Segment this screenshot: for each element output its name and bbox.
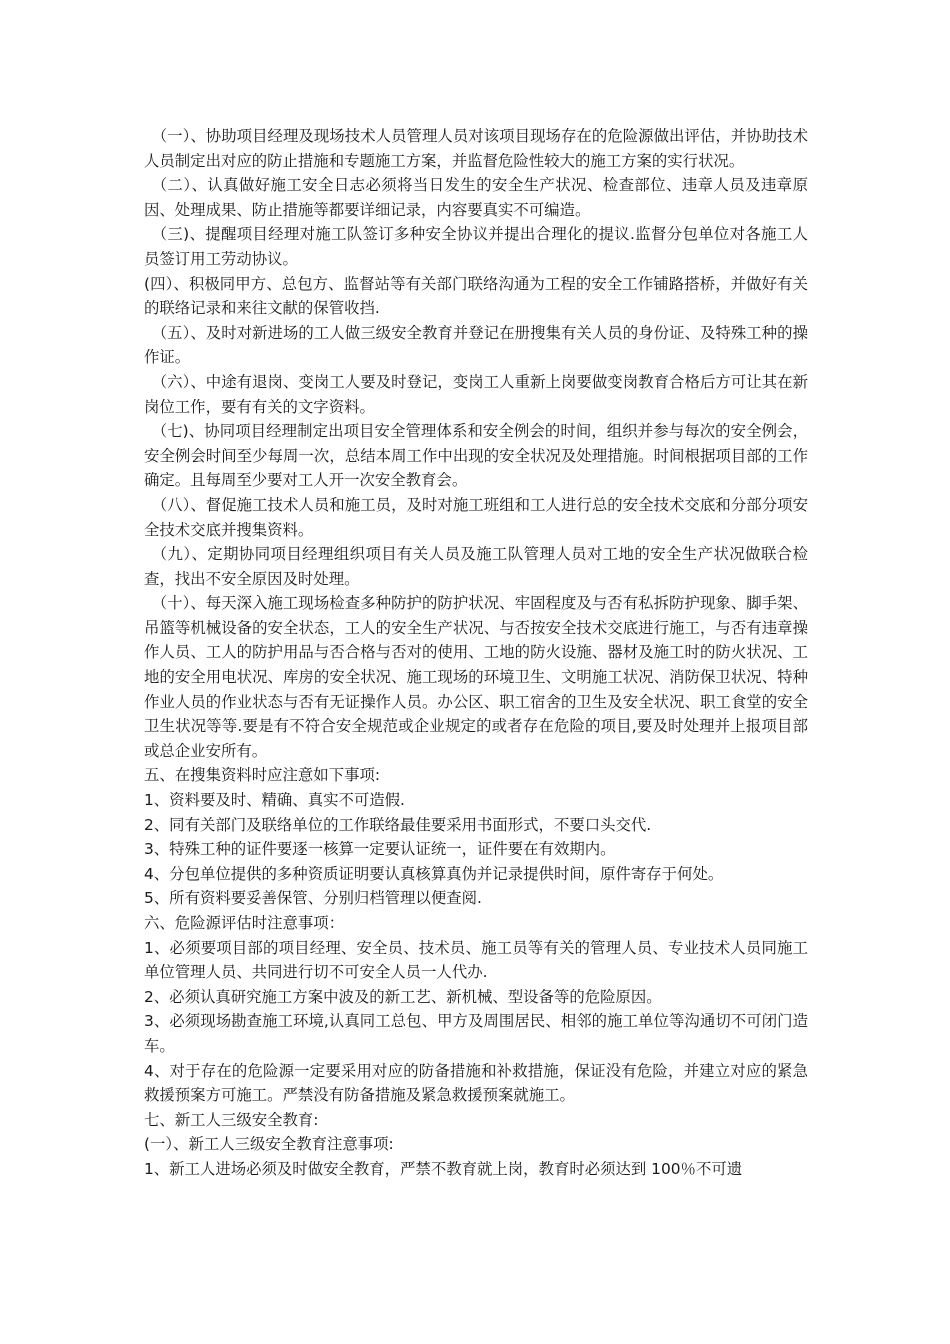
paragraph: （三)、提醒项目经理对施工队签订多种安全协议并提出合理化的提议.监督分包单位对各施工人员签订用工劳动协议。: [144, 225, 808, 268]
paragraph: （一）、协助项目经理及现场技术人员管理人员对该项目现场存在的危险源做出评估，并协助技术人员制定出对应的防止措施和专题施工方案，并监督危险性较大的施工方案的实行状况。: [144, 127, 808, 170]
paragraph: 5、所有资料要妥善保管、分别归档管理以便查阅.: [144, 889, 482, 908]
paragraph: 1、新工人进场必须及时做安全教育，严禁不教育就上岗，教育时必须达到 100％不可遗: [144, 1159, 743, 1178]
paragraph: 1、必须要项目部的项目经理、安全员、技术员、施工员等有关的管理人员、专业技术人员同施工单位管理人员、共同进行切不可安全人员一人代办.: [144, 938, 808, 982]
paragraph: (四）、积极同甲方、总包方、监督站等有关部门联络沟通为工程的安全工作铺路搭桥，并做好有关的联络记录和来往文献的保管收挡.: [144, 274, 808, 318]
paragraph: 2、必须认真研究施工方案中波及的新工艺、新机械、型设备等的危险原因。: [144, 987, 662, 1006]
paragraph: 3、必须现场勘查施工环境,认真同工总包、甲方及周围居民、相邻的施工单位等沟通切不可闭门造车。: [144, 1012, 808, 1055]
paragraph: （九）、定期协同项目经理组织项目有关人员及施工队管理人员对工地的安全生产状况做联合检查，找出不安全原因及时处理。: [144, 545, 808, 588]
document-body: [144, 124, 808, 1182]
paragraph: （二）、认真做好施工安全日志必须将当日发生的安全生产状况、检查部位、违章人员及违章原因、处理成果、防止措施等都要详细记录，内容要真实不可编造。: [144, 176, 808, 219]
paragraph: 4、对于存在的危险源一定要采用对应的防备措施和补救措施，保证没有危险，并建立对应的紧急救援预案方可施工。严禁没有防备措施及紧急救援预案就施工。: [144, 1061, 808, 1105]
paragraph: 2、同有关部门及联络单位的工作联络最佳要采用书面形式，不要口头交代.: [144, 815, 652, 834]
paragraph: （八）、督促施工技术人员和施工员，及时对施工班组和工人进行总的安全技术交底和分部分项安全技术交底并搜集资料。: [144, 495, 808, 539]
paragraph: 七、新工人三级安全教育:: [144, 1110, 319, 1129]
paragraph: （七)、协同项目经理制定出项目安全管理体系和安全例会的时间，组织并参与每次的安全例会，安全例会时间至少每周一次，总结本周工作中出现的安全状况及处理措施。时间根据项目部的工作确定。且每周至少要对工人开一次安全教育会。: [144, 422, 808, 490]
paragraph: （五）、及时对新进场的工人做三级安全教育并登记在册搜集有关人员的身份证、及特殊工种的操作证。: [144, 323, 808, 367]
paragraph: （六）、中途有退岗、变岗工人要及时登记，变岗工人重新上岗要做变岗教育合格后方可让其在新岗位工作，要有有关的文字资料。: [144, 372, 808, 416]
paragraph: 4、分包单位提供的多种资质证明要认真核算真伪并记录提供时间，原件寄存于何处。: [144, 864, 724, 883]
paragraph: 六、危险源评估时注意事项：: [144, 914, 345, 932]
paragraph: 1、资料要及时、精确、真实不可造假.: [144, 791, 405, 810]
paragraph: (一）、新工人三级安全教育注意事项:: [144, 1135, 394, 1154]
paragraph: 五、在搜集资料时应注意如下事项:: [144, 766, 381, 785]
paragraph: （十）、每天深入施工现场检查多种防护的防护状况、牢固程度及与否有私拆防护现象、脚手架、吊篮等机械设备的安全状态，工人的安全生产状况、与否按安全技术交底进行施工，与否有违章操作人员、工人的防护用品与否合格与否对的使用、工地的防火设施、器材及施工时的防火状况、工地的安全用电状况、库房的安全状况、施工现场的环境卫生、文明施工状况、消防保卫状况、特种作业人员的作业状态与否有无证操作人员。办公区、职工宿舍的卫生及安全状况、职工食堂的安全卫生状况等等.要是有不符合安全规范或企业规定的或者存在危险的项目,要及时处理并上报项目部或总企业安所有。: [144, 594, 808, 760]
paragraph: 3、特殊工种的证件要逐一核算一定要认证统一，证件要在有效期内。: [144, 840, 616, 859]
